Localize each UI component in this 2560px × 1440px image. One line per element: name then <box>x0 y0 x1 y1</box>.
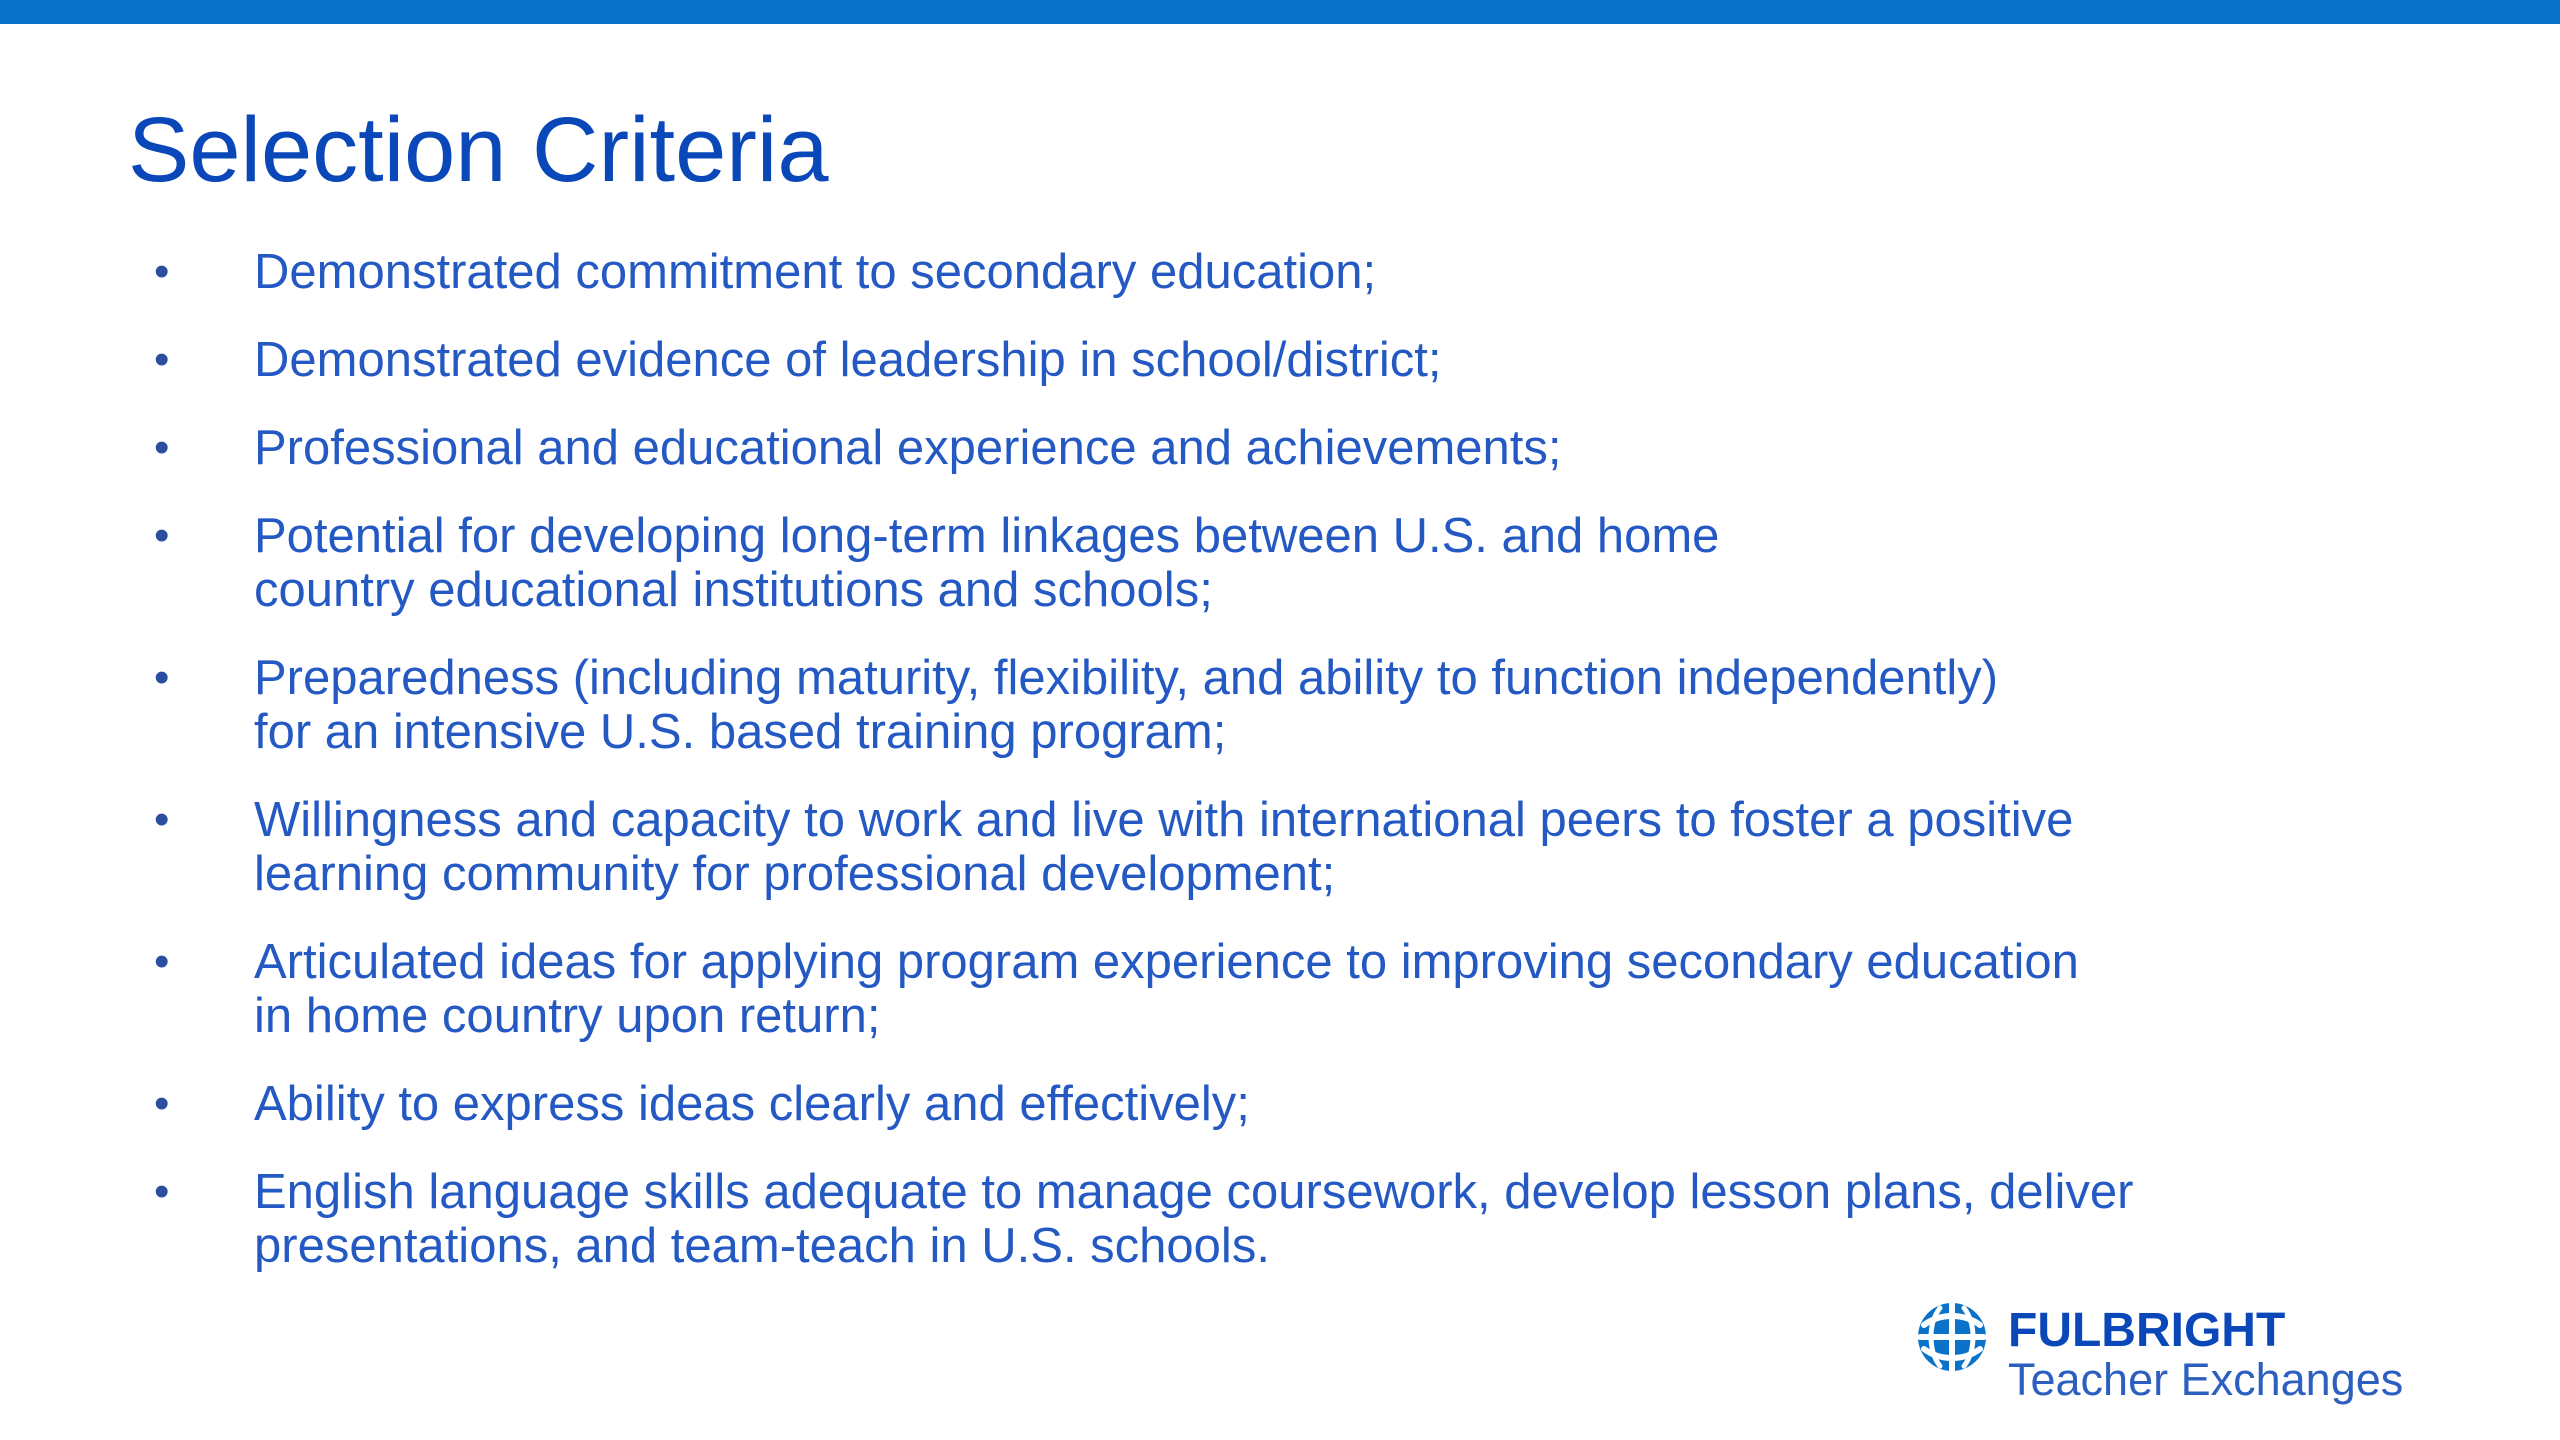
bullet-icon: • <box>154 1079 170 1128</box>
bullet-text: Articulated ideas for applying program experience to improving secondary education in home country upon return; <box>254 935 2079 1043</box>
bullet-text: Ability to express ideas clearly and effectively; <box>254 1077 1250 1131</box>
bullet-icon: • <box>154 1167 170 1216</box>
bullet-icon: • <box>154 511 170 560</box>
bullet-icon: • <box>154 795 170 844</box>
bullet-icon: • <box>154 423 170 472</box>
list-item <box>150 935 2440 1043</box>
list-item <box>150 509 2440 617</box>
bullet-icon: • <box>154 247 170 296</box>
bullet-text: Demonstrated commitment to secondary education; <box>254 245 1377 299</box>
bullet-text: Preparedness (including maturity, flexibility, and ability to function independently) for an intensive U.S. based training program; <box>254 651 1999 759</box>
list-item <box>150 421 2440 475</box>
bullet-text: Potential for developing long-term linkages between U.S. and home country educational institutions and schools; <box>254 509 1720 617</box>
list-item <box>150 333 2440 387</box>
slide-title: Selection Criteria <box>128 99 829 201</box>
logo-secondary-text: Teacher Exchanges <box>2008 1354 2404 1405</box>
selection-criteria-list <box>150 245 2440 1307</box>
bullet-text: Professional and educational experience and achievements; <box>254 421 1562 475</box>
bullet-icon: • <box>154 653 170 702</box>
list-item <box>150 793 2440 901</box>
fulbright-logo <box>1916 1301 2436 1411</box>
top-accent-bar <box>0 0 2560 24</box>
bullet-text: Willingness and capacity to work and live with international peers to foster a positive learning community for professional development; <box>254 793 2074 901</box>
logo-wordmark <box>2008 1306 2403 1404</box>
list-item <box>150 1077 2440 1131</box>
list-item <box>150 651 2440 759</box>
logo-primary-text: FULBRIGHT <box>2008 1304 2286 1357</box>
list-item <box>150 1165 2440 1273</box>
bullet-text: Demonstrated evidence of leadership in school/district; <box>254 333 1442 387</box>
bullet-icon: • <box>154 335 170 384</box>
list-item <box>150 245 2440 299</box>
bullet-icon: • <box>154 937 170 986</box>
bullet-text: English language skills adequate to manage coursework, develop lesson plans, deliver presentations, and team-teach in U.S. schools. <box>254 1165 2134 1273</box>
globe-icon <box>1916 1301 1988 1373</box>
